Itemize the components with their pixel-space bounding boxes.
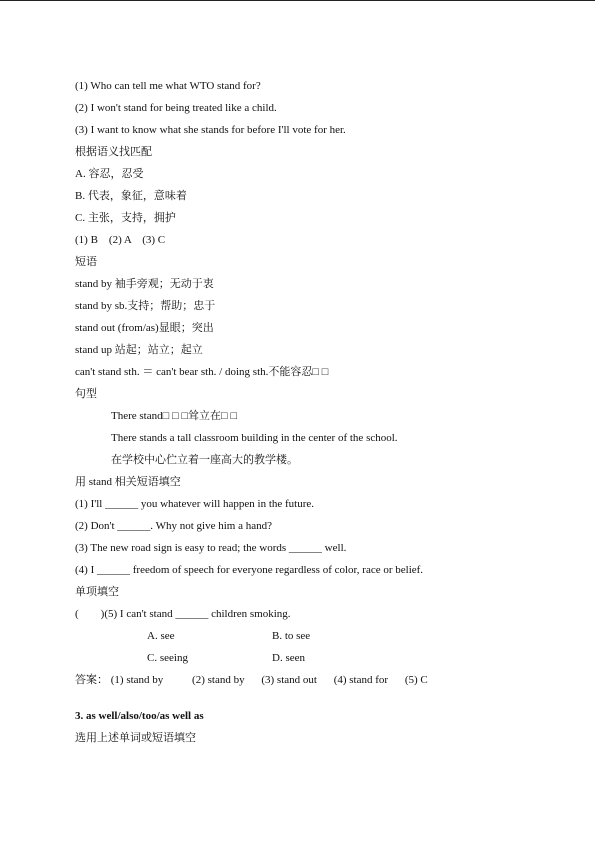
choice-options-row-1 — [75, 625, 545, 647]
answers-line — [75, 669, 545, 691]
match-option-b: B. 代表，象征，意味着 — [75, 190, 187, 202]
fill-item-3: (3) The new road sign is easy to read; the words ______ well. — [75, 542, 347, 554]
phrase-item-4: stand up 站起；站立；起立 — [75, 344, 203, 356]
choice-option-b: B. to see — [272, 630, 311, 642]
answer-3: (3) stand out — [261, 674, 317, 686]
document-page — [75, 75, 545, 749]
choice-question: ( )(5) I can't stand ______ children smoking. — [75, 608, 291, 620]
pattern-line-1: There stand□ □ □耸立在□ □ — [111, 410, 238, 422]
section-gap — [75, 691, 545, 705]
phrase-item-2: stand by sb.支持；帮助；忠于 — [75, 300, 216, 312]
fill-item-2: (2) Don't ______. Why not give him a hand? — [75, 520, 272, 532]
pattern-line-3: 在学校中心伫立着一座高大的教学楼。 — [111, 454, 298, 466]
pattern-line-2: There stands a tall classroom building in the center of the school. — [111, 432, 398, 444]
choice-option-c: C. seeing — [147, 652, 188, 664]
match-option-c: C. 主张，支持，拥护 — [75, 212, 176, 224]
example-sentence-2: (2) I won't stand for being treated like a child. — [75, 102, 277, 114]
example-sentence-3: (3) I want to know what she stands for before I'll vote for her. — [75, 124, 346, 136]
section-3-title: 3. as well/also/too/as well as — [75, 710, 204, 722]
phrase-item-1: stand by 袖手旁观；无动于衷 — [75, 278, 214, 290]
answer-5: (5) C — [404, 674, 428, 686]
example-sentence-1: (1) Who can tell me what WTO stand for? — [75, 80, 261, 92]
top-border-line — [0, 0, 595, 1]
choice-option-d: D. seen — [272, 652, 305, 664]
answer-1: (1) stand by — [110, 674, 164, 686]
pattern-heading: 句型 — [75, 388, 97, 400]
choice-options-row-2 — [75, 647, 545, 669]
answers-label: 答案： — [75, 674, 108, 686]
fill-item-1: (1) I'll ______ you whatever will happen in the future. — [75, 498, 315, 510]
phrases-heading: 短语 — [75, 256, 97, 268]
match-answer: (1) B (2) A (3) C — [75, 234, 166, 246]
answer-2: (2) stand by — [192, 674, 245, 686]
section-3-instruction: 选用上述单词或短语填空 — [75, 732, 196, 744]
choice-option-a: A. see — [147, 630, 175, 642]
match-heading: 根据语义找匹配 — [75, 146, 152, 158]
fill-item-4: (4) I ______ freedom of speech for everyone regardless of color, race or belief. — [75, 564, 424, 576]
choice-heading: 单项填空 — [75, 586, 119, 598]
fill-heading: 用 stand 相关短语填空 — [75, 476, 181, 488]
phrase-item-3: stand out (from/as)显眼；突出 — [75, 322, 214, 334]
phrase-item-5: can't stand sth. ＝ can't bear sth. / doing sth.不能容忍□ □ — [75, 366, 329, 378]
answer-4: (4) stand for — [333, 674, 389, 686]
match-option-a: A. 容忍，忍受 — [75, 168, 144, 180]
